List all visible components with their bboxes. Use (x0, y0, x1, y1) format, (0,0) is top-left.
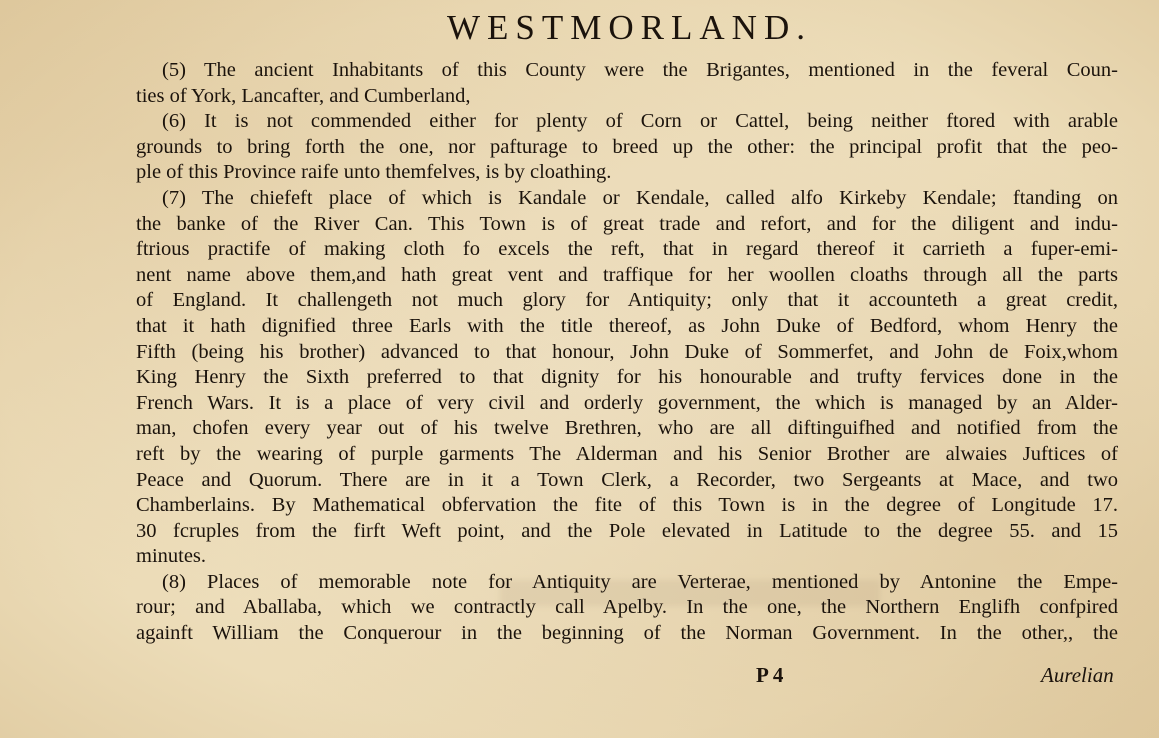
text-line: man, chofen every year out of his twelve Brethren, who are all diftinguifhed and notified from the (136, 417, 1118, 440)
text-line: Chamberlains. By Mathematical obfervation the fite of this Town is in the degree of Longitude 17. (136, 494, 1118, 517)
text-line: Peace and Quorum. There are in it a Town Clerk, a Recorder, two Sergeants at Mace, and two (136, 468, 1118, 491)
text-line: that it hath dignified three Earls with the title thereof, as John Duke of Bedford, whom Henry the (136, 314, 1118, 337)
text-line: rour; and Aballaba, which we contractly call Apelby. In the one, the Northern Englifh confpired (136, 596, 1118, 619)
text-line: (8) Places of memorable note for Antiquity are Verterae, mentioned by Antonine the Empe- (162, 570, 1118, 593)
text-line: grounds to bring forth the one, nor pafturage to breed up the other: the principal profit that the peo- (136, 135, 1118, 158)
text-line: King Henry the Sixth preferred to that dignity for his honourable and trufty fervices done in the (136, 366, 1118, 389)
text-line: of England. It challengeth not much glory for Antiquity; only that it accounteth a great credit, (136, 289, 1118, 312)
body-text (136, 58, 1118, 647)
text-line: nent name above them,and hath great vent and traffique for her woollen cloaths through all the parts (136, 263, 1118, 286)
text-line: reft by the wearing of purple garments The Alderman and his Senior Brother are alwaies Juftices of (136, 442, 1118, 465)
text-line: ple of this Province raife unto themfelves, is by cloathing. (136, 161, 612, 184)
catchword: Aurelian (1041, 663, 1114, 687)
text-line: minutes. (136, 545, 207, 568)
text-line: againft William the Conquerour in the beginning of the Norman Government. In the other,, the (136, 622, 1118, 645)
text-line: Fifth (being his brother) advanced to that honour, John Duke of Sommerfet, and John de Foix,whom (136, 340, 1118, 363)
text-line: 30 fcruples from the firft Weft point, and the Pole elevated in Latitude to the degree 55. and 15 (136, 519, 1118, 542)
text-line: (6) It is not commended either for plenty of Corn or Cattel, being neither ftored with arable (162, 110, 1118, 133)
text-line: ties of York, Lancafter, and Cumberland, (136, 84, 471, 107)
text-line: (5) The ancient Inhabitants of this County were the Brigantes, mentioned in the feveral Coun- (162, 59, 1118, 81)
text-line: (7) The chiefeft place of which is Kandale or Kendale, called alfo Kirkeby Kendale; ftanding on (162, 186, 1118, 209)
text-line: the banke of the River Can. This Town is of great trade and refort, and for the diligent and indu- (136, 212, 1118, 235)
text-line: French Wars. It is a place of very civil and orderly government, the which is managed by an Alder- (136, 391, 1118, 414)
signature-mark: P 4 (756, 663, 784, 687)
text-line: ftrious practife of making cloth fo excels the reft, that in regard thereof it carrieth a fuper-emi- (136, 238, 1118, 261)
page-title: WESTMORLAND. (447, 8, 812, 47)
